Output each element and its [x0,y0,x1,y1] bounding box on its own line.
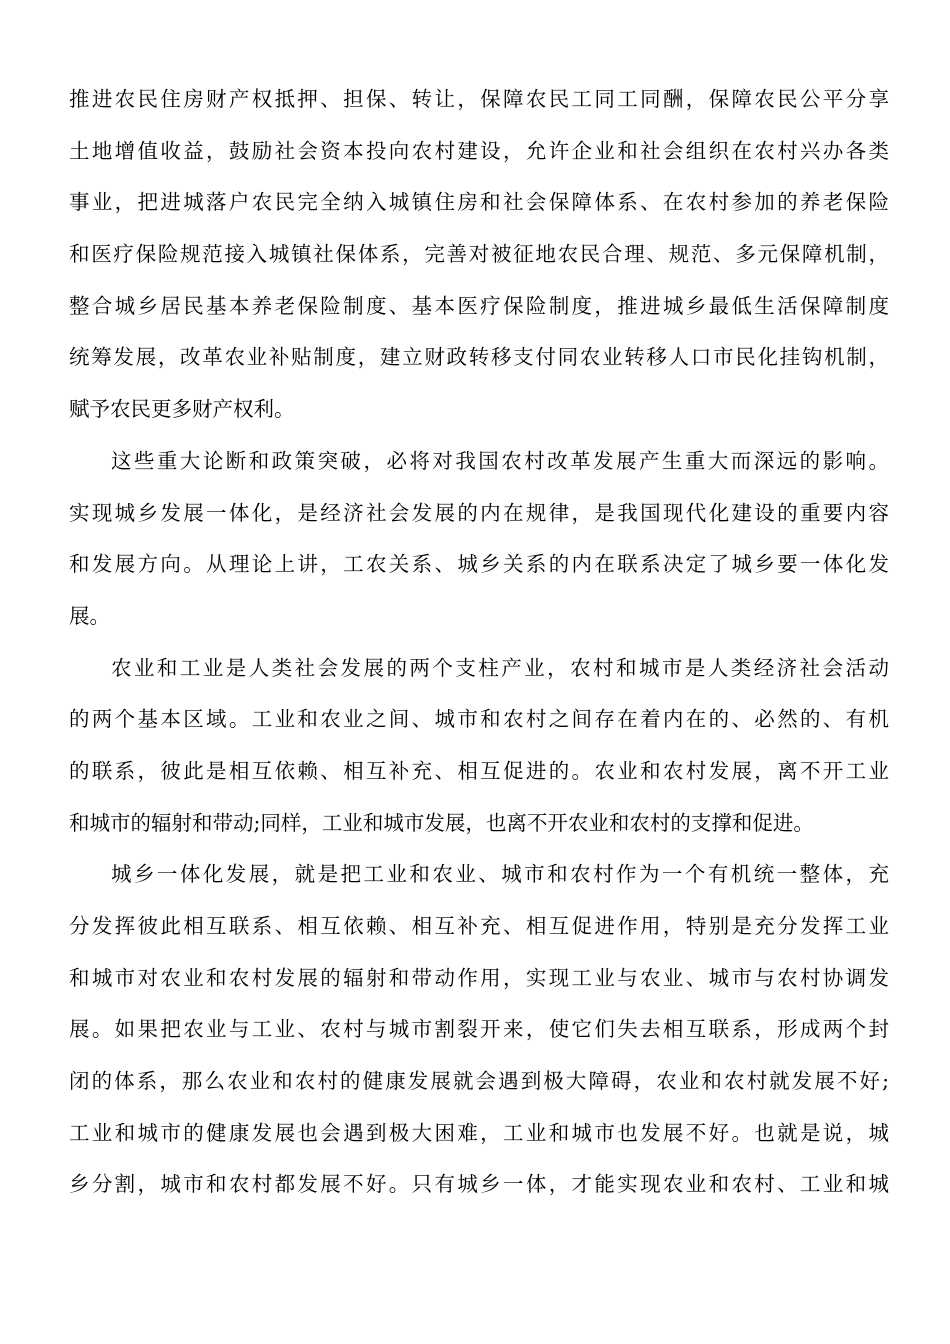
text-line: 农业和工业是人类社会发展的两个支柱产业，农村和城市是人类经济社会活动 [111,655,889,680]
text-line: 这些重大论断和政策突破，必将对我国农村改革发展产生重大而深远的影响。 [111,448,889,473]
document-body [69,74,889,1211]
paragraph [69,643,889,850]
text-line: 工业和城市的健康发展也会遇到极大困难，工业和城市也发展不好。也就是说，城 [69,1120,889,1145]
text-line: 展。如果把农业与工业、农村与城市割裂开来，使它们失去相互联系，形成两个封 [69,1017,889,1042]
text-line: 土地增值收益，鼓励社会资本投向农村建设，允许企业和社会组织在农村兴办各类 [69,138,889,163]
text-line: 和发展方向。从理论上讲，工农关系、城乡关系的内在联系决定了城乡要一体化发 [69,552,889,577]
text-line: 闭的体系，那么农业和农村的健康发展就会遇到极大障碍，农业和农村就发展不好; [69,1069,889,1094]
text-line: 和医疗保险规范接入城镇社保体系，完善对被征地农民合理、规范、多元保障机制， [69,242,889,267]
text-line: 的联系，彼此是相互依赖、相互补充、相互促进的。农业和农村发展，离不开工业 [69,758,889,783]
paragraph [69,849,889,1211]
text-line: 事业，把进城落户农民完全纳入城镇住房和社会保障体系、在农村参加的养老保险 [69,190,889,215]
text-line: 的两个基本区域。工业和农业之间、城市和农村之间存在着内在的、必然的、有机 [69,707,889,732]
text-line: 城乡一体化发展，就是把工业和农业、城市和农村作为一个有机统一整体，充 [111,862,889,887]
text-line: 推进农民住房财产权抵押、担保、转让，保障农民工同工同酬，保障农民公平分享 [69,87,889,111]
document-page [69,74,889,1211]
text-line: 整合城乡居民基本养老保险制度、基本医疗保险制度，推进城乡最低生活保障制度 [69,293,889,318]
text-line: 赋予农民更多财产权利。 [69,397,295,422]
text-line: 展。 [69,603,110,628]
paragraph [69,436,889,643]
paragraph [69,74,889,436]
text-line: 实现城乡发展一体化，是经济社会发展的内在规律，是我国现代化建设的重要内容 [69,500,889,525]
text-line: 统筹发展，改革农业补贴制度，建立财政转移支付同农业转移人口市民化挂钩机制， [69,345,889,370]
text-line: 和城市的辐射和带动;同样，工业和城市发展，也离不开农业和农村的支撑和促进。 [69,810,814,835]
text-line: 分发挥彼此相互联系、相互依赖、相互补充、相互促进作用，特别是充分发挥工业 [69,914,889,938]
text-line: 乡分割，城市和农村都发展不好。只有城乡一体，才能实现农业和农村、工业和城 [69,1172,889,1197]
text-line: 和城市对农业和农村发展的辐射和带动作用，实现工业与农业、城市与农村协调发 [69,965,889,990]
